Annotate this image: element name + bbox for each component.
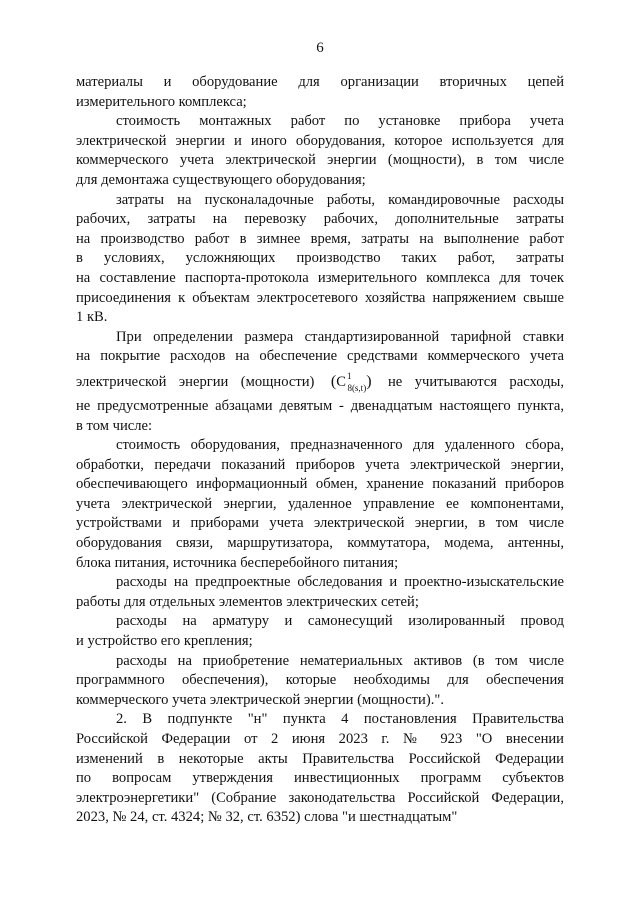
- text-line: электроэнергетики" (Собрание законодательства Российской Федерации,: [76, 789, 564, 806]
- text-line: в условиях, усложняющих производство таких работ, затраты: [76, 250, 564, 267]
- text-line: 1 кВ.: [76, 309, 108, 326]
- formula-sup: 1: [346, 371, 352, 382]
- text-line: устройствами и приборами учета электрической энергии, в том числе: [76, 515, 564, 532]
- formula-line: [76, 367, 564, 397]
- text-line: рабочих, затраты на перевозку рабочих, дополнительные затраты: [76, 211, 564, 228]
- formula-close: ): [366, 373, 372, 391]
- text-line: При определении размера стандартизированной тарифной ставки: [116, 328, 564, 345]
- paragraph: [76, 328, 564, 436]
- tariff-rate-formula: [331, 367, 372, 398]
- paragraph: [76, 73, 564, 112]
- document-body: [76, 73, 564, 828]
- text-line: обеспечивающего информационный обмен, хранение показаний приборов: [76, 476, 564, 493]
- text-line: измерительного комплекса;: [76, 93, 247, 110]
- text-line: коммерческого учета электрической энергии (мощности), в том числе: [76, 152, 564, 169]
- text-line: Российской Федерации от 2 июня 2023 г. № 923 "О внесении: [76, 731, 564, 747]
- paragraph: [76, 573, 564, 612]
- text-line: в том числе:: [76, 417, 153, 434]
- formula-open: (: [330, 373, 337, 391]
- text-line: на производство работ в зимнее время, затраты на выполнение работ: [76, 230, 564, 247]
- text-line: стоимость монтажных работ по установке прибора учета: [116, 113, 564, 130]
- paragraph: [76, 191, 564, 328]
- text-line: блока питания, источника бесперебойного питания;: [76, 554, 399, 571]
- text-line: коммерческого учета электрической энергии (мощности).".: [76, 691, 444, 708]
- text-line: для демонтажа существующего оборудования;: [76, 171, 366, 188]
- text-line: на покрытие расходов на обеспечение средствами коммерческого учета: [76, 348, 564, 365]
- text-line: электрической энергии и иного оборудования, которое используется для: [76, 132, 564, 149]
- formula-base: C: [336, 374, 346, 391]
- text-line: на составление паспорта-протокола измерительного комплекса для точек: [76, 269, 564, 286]
- text-line: расходы на приобретение нематериальных активов (в том числе: [116, 652, 564, 669]
- text-line: не предусмотренные абзацами девятым - двенадцатым настоящего пункта,: [76, 397, 564, 414]
- formula-line-before: электрической энергии (мощности): [76, 373, 315, 390]
- paragraph: [76, 112, 564, 190]
- text-line: расходы на предпроектные обследования и проектно-изыскательские: [116, 574, 564, 591]
- paragraph: [76, 710, 564, 828]
- formula-line-after: не учитываются расходы,: [387, 373, 564, 390]
- text-line: работы для отдельных элементов электрических сетей;: [76, 593, 419, 610]
- text-line: программного обеспечения), которые необходимы для обеспечения: [76, 672, 564, 689]
- text-line: изменений в некоторые акты Правительства Российской Федерации: [76, 750, 564, 767]
- paragraph: [76, 652, 564, 711]
- text-line: стоимость оборудования, предназначенного для удаленного сбора,: [116, 437, 564, 454]
- text-line: по вопросам утверждения инвестиционных программ субъектов: [76, 770, 564, 787]
- text-line: затраты на пусконаладочные работы, командировочные расходы: [116, 191, 564, 208]
- text-line: 2. В подпункте "н" пункта 4 постановления Правительства: [116, 711, 564, 728]
- page-number: 6: [316, 40, 324, 56]
- text-line: и устройство его крепления;: [76, 633, 253, 650]
- text-line: 2023, № 24, ст. 4324; № 32, ст. 6352) слова "и шестнадцатым": [76, 809, 458, 826]
- text-line: учета электрической энергии, удаленное управление ее компонентами,: [76, 495, 564, 512]
- text-line: присоединения к объектам электросетевого хозяйства напряжением свыше: [76, 289, 564, 306]
- paragraph: [76, 436, 564, 573]
- text-line: материалы и оборудование для организации вторичных цепей: [76, 74, 564, 90]
- paragraph: [76, 612, 564, 651]
- text-line: расходы на арматуру и самонесущий изолированный провод: [116, 613, 564, 630]
- text-line: обработки, передачи показаний приборов учета электрической энергии,: [76, 456, 564, 473]
- text-line: оборудования связи, маршрутизатора, коммутатора, модема, антенны,: [76, 535, 564, 552]
- formula-sub: 8(s,t): [347, 383, 367, 394]
